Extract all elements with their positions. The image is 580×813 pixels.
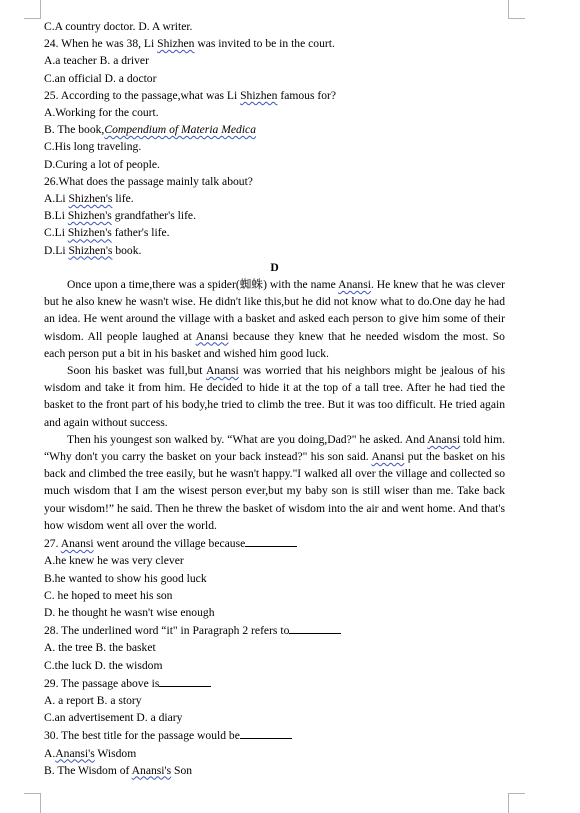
section-heading: D [270,260,279,274]
underlined-word: it [166,624,173,638]
q24-stem: 24. When he was 38, Li Shizhen was invited to be in the court. [44,37,335,51]
passage-paragraph-2: Soon his basket was full,but Anansi was worried that his neighbors might be jealous of his wisdom and take it from him. He decided to hide it at the top of a tall tree. After he had tied the basket to the front part of his body,he tried to climb the tree. But it was too difficult. He tried again and again without success. [44,364,506,429]
name-anansi: Anansi [60,537,94,551]
q26-option-a: A.Li Shizhen's life. [44,192,134,206]
q27-stem: 27. Anansi went around the village because [44,534,505,552]
q25-stem: 25. According to the passage,what was Li Shizhen famous for? [44,88,337,102]
name-shizhen: Shizhen's [68,192,113,206]
name-shizhen: Shizhen [157,37,195,51]
crop-mark-bottom-right-v [508,793,509,813]
q25-option-b: B. The book,Compendium of Materia Medica [44,123,257,137]
answer-blank [289,621,341,634]
name-shizhen: Shizhen [240,88,278,102]
name-anansi: Anansi's [55,746,95,760]
q25-option-a: A.Working for the court. [44,106,159,120]
q28-options-cd: C.the luck D. the wisdom [44,658,163,672]
q26-option-b: B.Li Shizhen's grandfather's life. [44,209,196,223]
name-anansi: Anansi [338,278,371,292]
q27-option-a: A.he knew he was very clever [44,554,184,568]
q29-options-ab: A. a report B. a story [44,693,142,707]
q25-option-c: C.His long traveling. [44,140,142,154]
document-page [44,18,505,779]
answer-blank [159,674,211,687]
q28-stem: 28. The underlined word “it" in Paragraph 2 refers to [44,621,505,639]
name-shizhen: Shizhen's [68,243,113,257]
q30-option-a: A.Anansi's Wisdom [44,746,137,760]
crop-mark-bottom-left-h [24,793,41,794]
answer-blank [245,534,297,547]
q25-option-d: D.Curing a lot of people. [44,157,160,171]
name-shizhen: Shizhen's [67,226,112,240]
q24-options-ab: A.a teacher B. a driver [44,54,149,68]
q30-option-b: B. The Wisdom of Anansi's Son [44,763,193,777]
crop-mark-top-left-v [40,0,41,18]
name-anansi: Anansi [195,329,229,343]
passage-paragraph-3: Then his youngest son walked by. “What are you doing,Dad?" he asked. And Anansi told him. “Why don't you carry the basket on your back instead?" his son said. Anansi put the basket on his back and climbed the tree easily, but he wasn't happy."I walked all over the village and collected so much wisdom that I am the wisest person ever,but my baby son is still wiser than me. Take back your wisdom!” he said. Then he threw the basket of wisdom into the air and went home. And that's how wisdom went all over the world. [44,432,505,532]
name-anansi: Anansi [205,364,239,378]
q26-option-d: D.Li Shizhen's book. [44,243,142,257]
q24-options-cd: C.an official D. a doctor [44,71,157,85]
q23-options-cd: C.A country doctor. D. A writer. [44,20,193,33]
crop-mark-top-right-v [508,0,509,18]
crop-mark-top-right-h [508,18,525,19]
name-anansi: Anansi's [131,763,172,777]
q29-options-cd: C.an advertisement D. a diary [44,711,183,725]
q26-stem: 26.What does the passage mainly talk about? [44,174,253,188]
passage-paragraph-1: Once upon a time,there was a spider(蜘蛛) with the name Anansi. He knew that he was clever but he also knew he wasn't wise. He didn't like this,but he did not know what to do.One day he had an idea. He went around the village with a basket and asked each person to give him some of their wisdom. All people laughed at Anansi because they knew that he needed wisdom the most. So each person put a bit in his basket and wished him good luck. [44,278,505,360]
answer-blank [240,726,292,739]
crop-mark-bottom-left-v [40,793,41,813]
crop-mark-bottom-right-h [508,793,525,794]
q27-option-b: B.he wanted to show his good luck [44,571,207,585]
q29-stem: 29. The passage above is [44,674,505,692]
crop-mark-top-left-h [24,18,41,19]
q28-options-ab: A. the tree B. the basket [44,641,156,655]
q27-option-d: D. he thought he wasn't wise enough [44,605,215,619]
name-anansi: Anansi [427,432,461,446]
book-title: Compendium of Materia Medica [104,123,257,137]
q30-stem: 30. The best title for the passage would be [44,726,505,744]
q26-option-c: C.Li Shizhen's father's life. [44,226,170,240]
q27-option-c: C. he hoped to meet his son [44,588,173,602]
name-shizhen: Shizhen's [67,209,112,223]
name-anansi: Anansi [371,450,405,464]
